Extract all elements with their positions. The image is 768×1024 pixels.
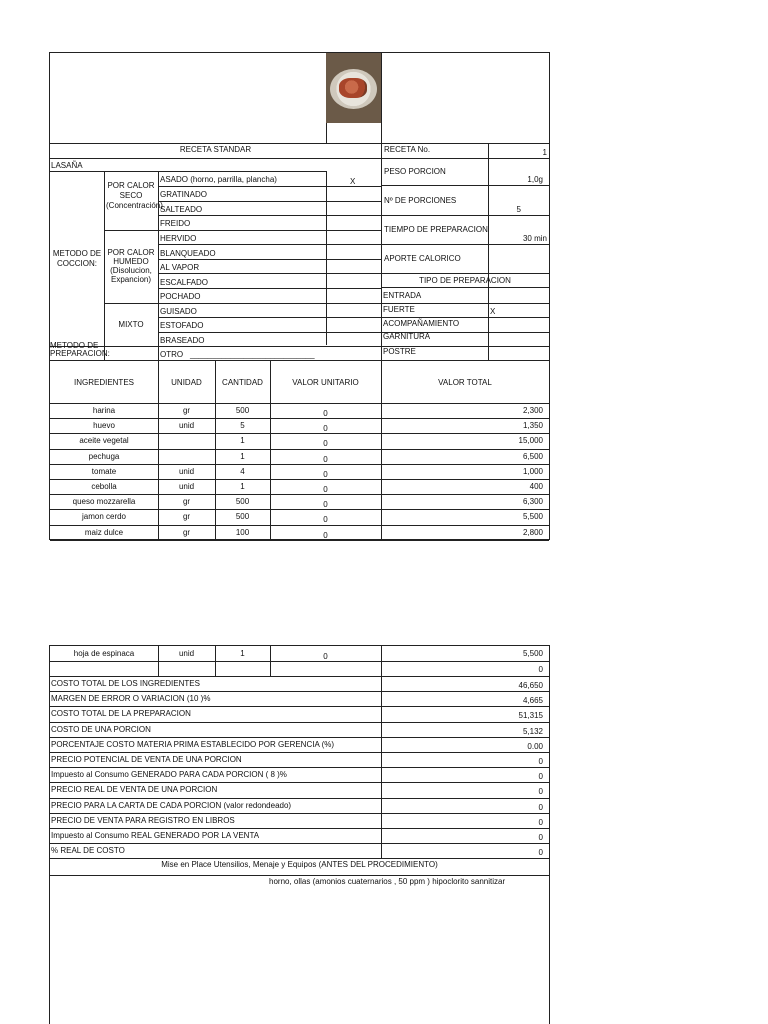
col-cantidad: CANTIDAD: [222, 378, 263, 387]
ingredient-name: cebolla: [91, 482, 117, 491]
recipe-sheet-page2: [49, 645, 550, 1024]
cost-row: [50, 828, 549, 829]
cost-label: % REAL DE COSTO: [51, 846, 125, 855]
ingredient-name: queso mozzarella: [72, 497, 136, 506]
ingredient-qty: 5: [240, 421, 245, 430]
p2-ingredient-qty: 1: [240, 649, 245, 658]
p2-ingredient-unit-value: 0: [323, 652, 328, 661]
mise-en-place-title: Mise en Place Utensilios, Menaje y Equipos (ANTES DEL PROCEDIMIENTO): [161, 860, 438, 869]
table-row: [50, 479, 549, 480]
cost-value: 0: [538, 803, 543, 812]
ingredient-name: pechuga: [88, 452, 120, 461]
method-asado: ASADO (horno, parrilla, plancha): [160, 175, 277, 184]
ingredient-total: 6,300: [522, 497, 543, 506]
ingredient-unit-value: 0: [323, 424, 328, 433]
ingredient-name: harina: [92, 406, 116, 415]
ingredient-qty: 500: [235, 512, 250, 521]
cost-label: Impuesto al Consumo GENERADO PARA CADA PORCION ( 8 )%: [51, 770, 287, 779]
ingredient-unit-value: 0: [323, 455, 328, 464]
table-row: [50, 433, 549, 434]
method-freido: FREIDO: [160, 219, 191, 228]
ingredient-unit-value: 0: [323, 470, 328, 479]
ingredient-qty: 1: [240, 482, 245, 491]
col-valor-unitario: VALOR UNITARIO: [292, 378, 359, 387]
cost-label: PORCENTAJE COSTO MATERIA PRIMA ESTABLECIDO POR GERENCIA (%): [51, 740, 335, 749]
table-row: [50, 509, 549, 510]
col-unidad: UNIDAD: [171, 378, 202, 387]
cost-value: 0: [538, 772, 543, 781]
cost-row: [50, 767, 549, 768]
cost-label: PRECIO REAL DE VENTA DE UNA PORCION: [51, 785, 218, 794]
ingredient-total: 1,000: [522, 467, 543, 476]
ingredient-unit: gr: [182, 406, 191, 415]
tiempo-label: TIEMPO DE PREPARACION: [384, 225, 488, 234]
table-row: [50, 464, 549, 465]
cost-row: [50, 798, 549, 799]
method-hervido: HERVIDO: [160, 234, 197, 243]
cost-value: 51,315: [518, 711, 543, 720]
ingredient-total: 5,500: [522, 512, 543, 521]
porciones-value: 5: [516, 205, 521, 214]
ingredient-qty: 500: [235, 406, 250, 415]
aporte-calorico-label: APORTE CALORICO: [384, 254, 461, 263]
cost-row: [50, 737, 549, 738]
cost-value: 0: [538, 833, 543, 842]
ingredient-qty: 1: [240, 452, 245, 461]
cost-label: COSTO TOTAL DE LOS INGREDIENTES: [51, 679, 200, 688]
cost-row: [50, 722, 549, 723]
cost-label: PRECIO PARA LA CARTA DE CADA PORCION (valor redondeado): [51, 801, 292, 810]
cost-value: 5,132: [522, 727, 543, 736]
table-row: [50, 540, 549, 541]
tipo-acompanamiento: ACOMPAÑAMIENTO: [383, 319, 460, 328]
method-otro: OTRO: [160, 350, 184, 359]
cost-row: [50, 813, 549, 814]
ingredient-unit-value: 0: [323, 439, 328, 448]
cost-value: 0.00: [527, 742, 543, 751]
tiempo-value: 30 min: [522, 234, 547, 243]
peso-porcion-label: PESO PORCION: [384, 167, 446, 176]
table-row: [50, 494, 549, 495]
method-escalfado: ESCALFADO: [160, 278, 209, 287]
ingredient-qty: 500: [235, 497, 250, 506]
method-braseado: BRASEADO: [160, 336, 205, 345]
cost-value: 46,650: [518, 681, 543, 690]
cost-label: MARGEN DE ERROR O VARIACION (10 )%: [51, 694, 211, 703]
table-row: [50, 418, 549, 419]
ingredient-total: 6,500: [522, 452, 543, 461]
cost-value: 0: [538, 818, 543, 827]
mixto-label: MIXTO: [118, 320, 144, 329]
por-calor-humedo-label: POR CALOR HUMEDO (Disolucion, Expancion): [107, 248, 155, 284]
metodo-coccion-label: METODO DE COCCION:: [52, 249, 102, 268]
tipo-fuerte: FUERTE: [383, 305, 415, 314]
cost-label: COSTO DE UNA PORCION: [51, 725, 151, 734]
table-row: [50, 449, 549, 450]
p2-empty-total: 0: [538, 665, 543, 674]
p2-ingredient-name: hoja de espinaca: [73, 649, 135, 658]
receta-no-label: RECETA No.: [384, 145, 431, 154]
ingredient-unit-value: 0: [323, 485, 328, 494]
ingredient-name: tomate: [91, 467, 117, 476]
ingredient-name: maiz dulce: [84, 528, 124, 537]
dish-photo: [326, 53, 381, 123]
metodo-preparacion-label: METODO DE PREPARACION:: [50, 341, 110, 358]
cost-row: [50, 691, 549, 692]
ingredient-qty: 1: [240, 436, 245, 445]
ingredient-name: aceite vegetal: [79, 436, 129, 445]
ingredient-qty: 4: [240, 467, 245, 476]
ingredient-unit: unid: [178, 467, 195, 476]
ingredient-unit-value: 0: [323, 531, 328, 540]
otro-line: ____________________________: [190, 350, 315, 359]
col-ingredientes: INGREDIENTES: [73, 378, 134, 387]
method-salteado: SALTEADO: [160, 205, 203, 214]
tipo-postre: POSTRE: [383, 347, 416, 356]
ingredient-total: 400: [529, 482, 543, 491]
receta-no-value: 1: [542, 148, 547, 157]
cost-row: [50, 706, 549, 707]
mise-en-place-text: horno, ollas (amonios cuaternarios , 50 ppm ) hipoclorito sannitizar: [269, 877, 506, 886]
ingredient-unit: unid: [178, 482, 195, 491]
ingredient-unit-value: 0: [323, 500, 328, 509]
ingredient-total: 2,800: [522, 528, 543, 537]
p2-ingredient-total: 5,500: [522, 649, 543, 658]
ingredient-unit: gr: [182, 512, 191, 521]
ingredient-unit: unid: [178, 421, 195, 430]
method-blanqueado: BLANQUEADO: [160, 249, 216, 258]
ingredient-qty: 100: [235, 528, 250, 537]
cost-value: 4,665: [522, 696, 543, 705]
ingredient-unit: gr: [182, 528, 191, 537]
col-valor-total: VALOR TOTAL: [438, 378, 492, 387]
method-pochado: POCHADO: [160, 292, 201, 301]
tipo-garnitura: GARNITURA: [383, 332, 431, 341]
porciones-label: Nº DE PORCIONES: [384, 196, 457, 205]
ingredient-unit-value: 0: [323, 409, 328, 418]
receta-standar-title: RECETA STANDAR: [179, 145, 252, 154]
asado-mark: X: [350, 177, 356, 186]
peso-porcion-value: 1,0g: [527, 175, 543, 184]
cost-label: PRECIO DE VENTA PARA REGISTRO EN LIBROS: [51, 816, 235, 825]
lasagna-image: [339, 78, 367, 98]
cost-label: Impuesto al Consumo REAL GENERADO POR LA VENTA: [51, 831, 260, 840]
cost-row: [50, 782, 549, 783]
ingredient-name: jamon cerdo: [81, 512, 127, 521]
cost-label: PRECIO POTENCIAL DE VENTA DE UNA PORCION: [51, 755, 242, 764]
por-calor-seco-label: POR CALOR SECO (Concentración): [106, 181, 163, 210]
method-gratinado: GRATINADO: [160, 190, 207, 199]
ingredient-total: 1,350: [522, 421, 543, 430]
ingredient-total: 2,300: [522, 406, 543, 415]
cost-row: [50, 843, 549, 844]
p2-ingredient-unit: unid: [178, 649, 195, 658]
tipo-fuerte-mark: X: [490, 307, 496, 316]
tipo-entrada: ENTRADA: [383, 291, 422, 300]
ingredient-total: 15,000: [518, 436, 543, 445]
ingredient-unit-value: 0: [323, 515, 328, 524]
dish-name: LASAÑA: [51, 161, 83, 170]
method-estofado: ESTOFADO: [160, 321, 204, 330]
ingredient-unit: gr: [182, 497, 191, 506]
ingredient-name: huevo: [93, 421, 115, 430]
cost-label: COSTO TOTAL DE LA PREPARACION: [51, 709, 191, 718]
cost-value: 0: [538, 787, 543, 796]
cost-value: 0: [538, 757, 543, 766]
cost-row: [50, 752, 549, 753]
recipe-sheet-page1: [49, 52, 550, 540]
method-al-vapor: AL VAPOR: [160, 263, 200, 272]
method-guisado: GUISADO: [160, 307, 197, 316]
table-row: [50, 525, 549, 526]
tipo-preparacion-title: TIPO DE PREPARACION: [419, 276, 511, 285]
cost-value: 0: [538, 848, 543, 857]
